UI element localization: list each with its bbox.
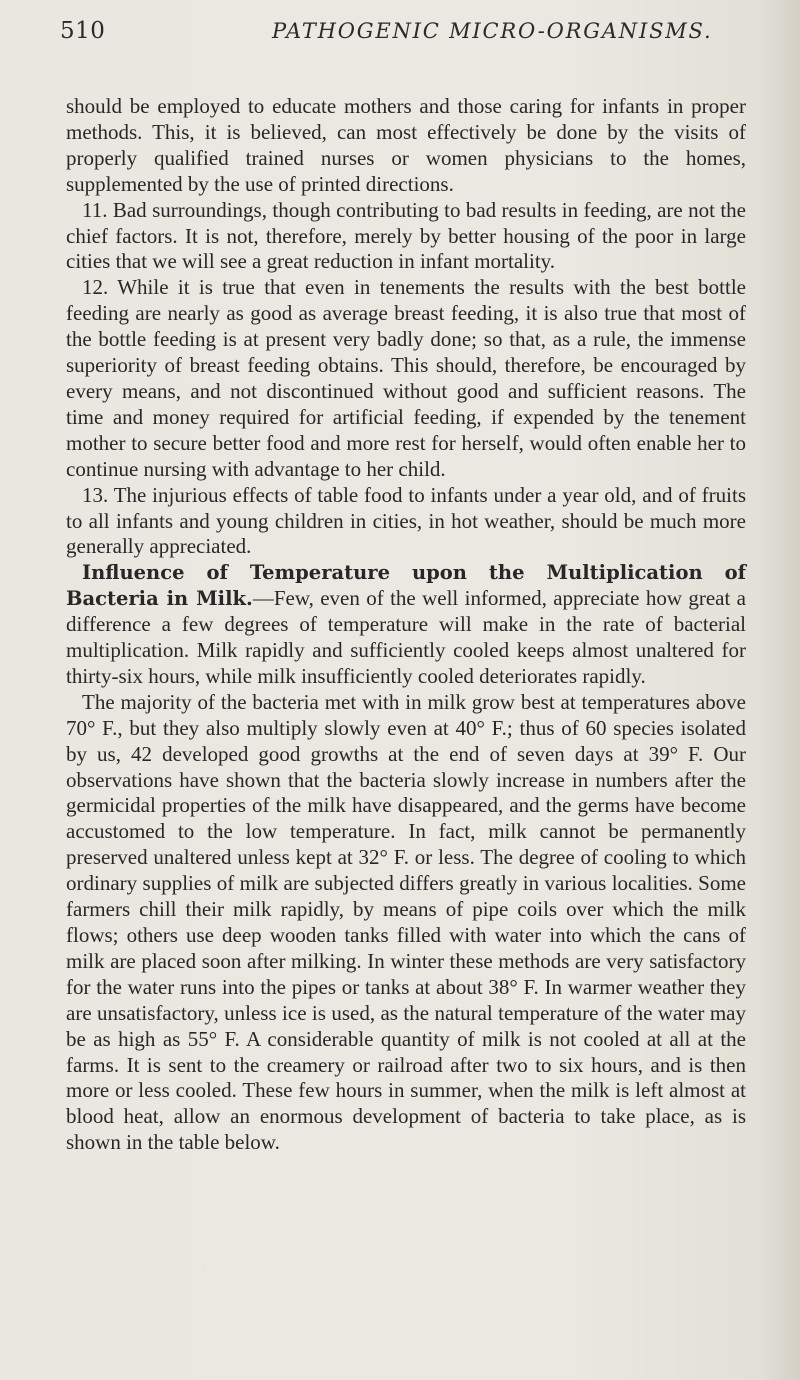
- page-number: 510: [60, 18, 106, 44]
- section-heading: Influence of Temperature upon the Multiplication of Bacteria in Milk.: [66, 561, 746, 611]
- body-text: [66, 94, 746, 1156]
- section-intro-text: —Few, even of the well informed, appreciate how great a difference a few degrees of temperature will make in the rate of bacterial multiplication. Milk rapidly and sufficiently cooled keeps almost unaltered for thirty-six hours, while milk insufficiently cooled deteriorates rapidly.: [66, 586, 746, 688]
- paragraph-point-13: 13. The injurious effects of table food to infants under a year old, and of fruits to all infants and young children in cities, in hot weather, should be much more generally appreciated.: [66, 482, 746, 559]
- paragraph-point-12: 12. While it is true that even in tenements the results with the best bottle feeding are nearly as good as average breast feeding, it is also true that most of the bottle feeding is at present very badly done; so that, as a rule, the immense superiority of breast feeding obtains. This should, therefore, be encouraged by every means, and not discontinued without good and sufficient reasons. The time and money required for artificial feeding, if expended by the tenement mother to secure better food and more rest for herself, would often enable her to continue nursing with advantage to her child.: [66, 275, 746, 481]
- paragraph-continuation: should be employed to educate mothers and those caring for infants in proper methods. This, it is believed, can most effectively be done by the visits of properly qualified trained nurses or women physicians to the homes, supplemented by the use of printed directions.: [66, 94, 746, 196]
- paragraph-point-11: 11. Bad surroundings, though contributing to bad results in feeding, are not the chief factors. It is not, therefore, merely by better housing of the poor in large cities that we will see a great reduction in infant mortality.: [66, 197, 746, 274]
- paragraph-temperature-body: The majority of the bacteria met with in milk grow best at temperatures above 70° F., but they also multiply slowly even at 40° F.; thus of 60 species isolated by us, 42 developed good growths at the end of seven days at 39° F. Our observations have shown that the bacteria slowly increase in numbers after the germicidal properties of the milk have disappeared, and the germs have become accustomed to the low temperature. In fact, milk cannot be permanently preserved unaltered unless kept at 32° F. or less. The degree of cooling to which ordinary supplies of milk are subjected differs greatly in various localities. Some farmers chill their milk rapidly, by means of pipe coils over which the milk flows; others use deep wooden tanks filled with water into which the cans of milk are placed soon after milking. In winter these methods are very satisfactory for the water runs into the pipes or tanks at about 38° F. In warmer weather they are unsatisfactory, unless ice is used, as the natural temperature of the water may be as high as 55° F. A considerable quantity of milk is not cooled at all at the farms. It is sent to the creamery or railroad after two to six hours, and is then more or less cooled. These few hours in summer, when the milk is left almost at blood heat, allow an enormous development of bacteria to take place, as is shown in the table below.: [66, 689, 746, 1155]
- section-intro-paragraph: [66, 560, 746, 690]
- page-header: [52, 14, 752, 54]
- running-title: PATHOGENIC MICRO-ORGANISMS.: [272, 19, 713, 43]
